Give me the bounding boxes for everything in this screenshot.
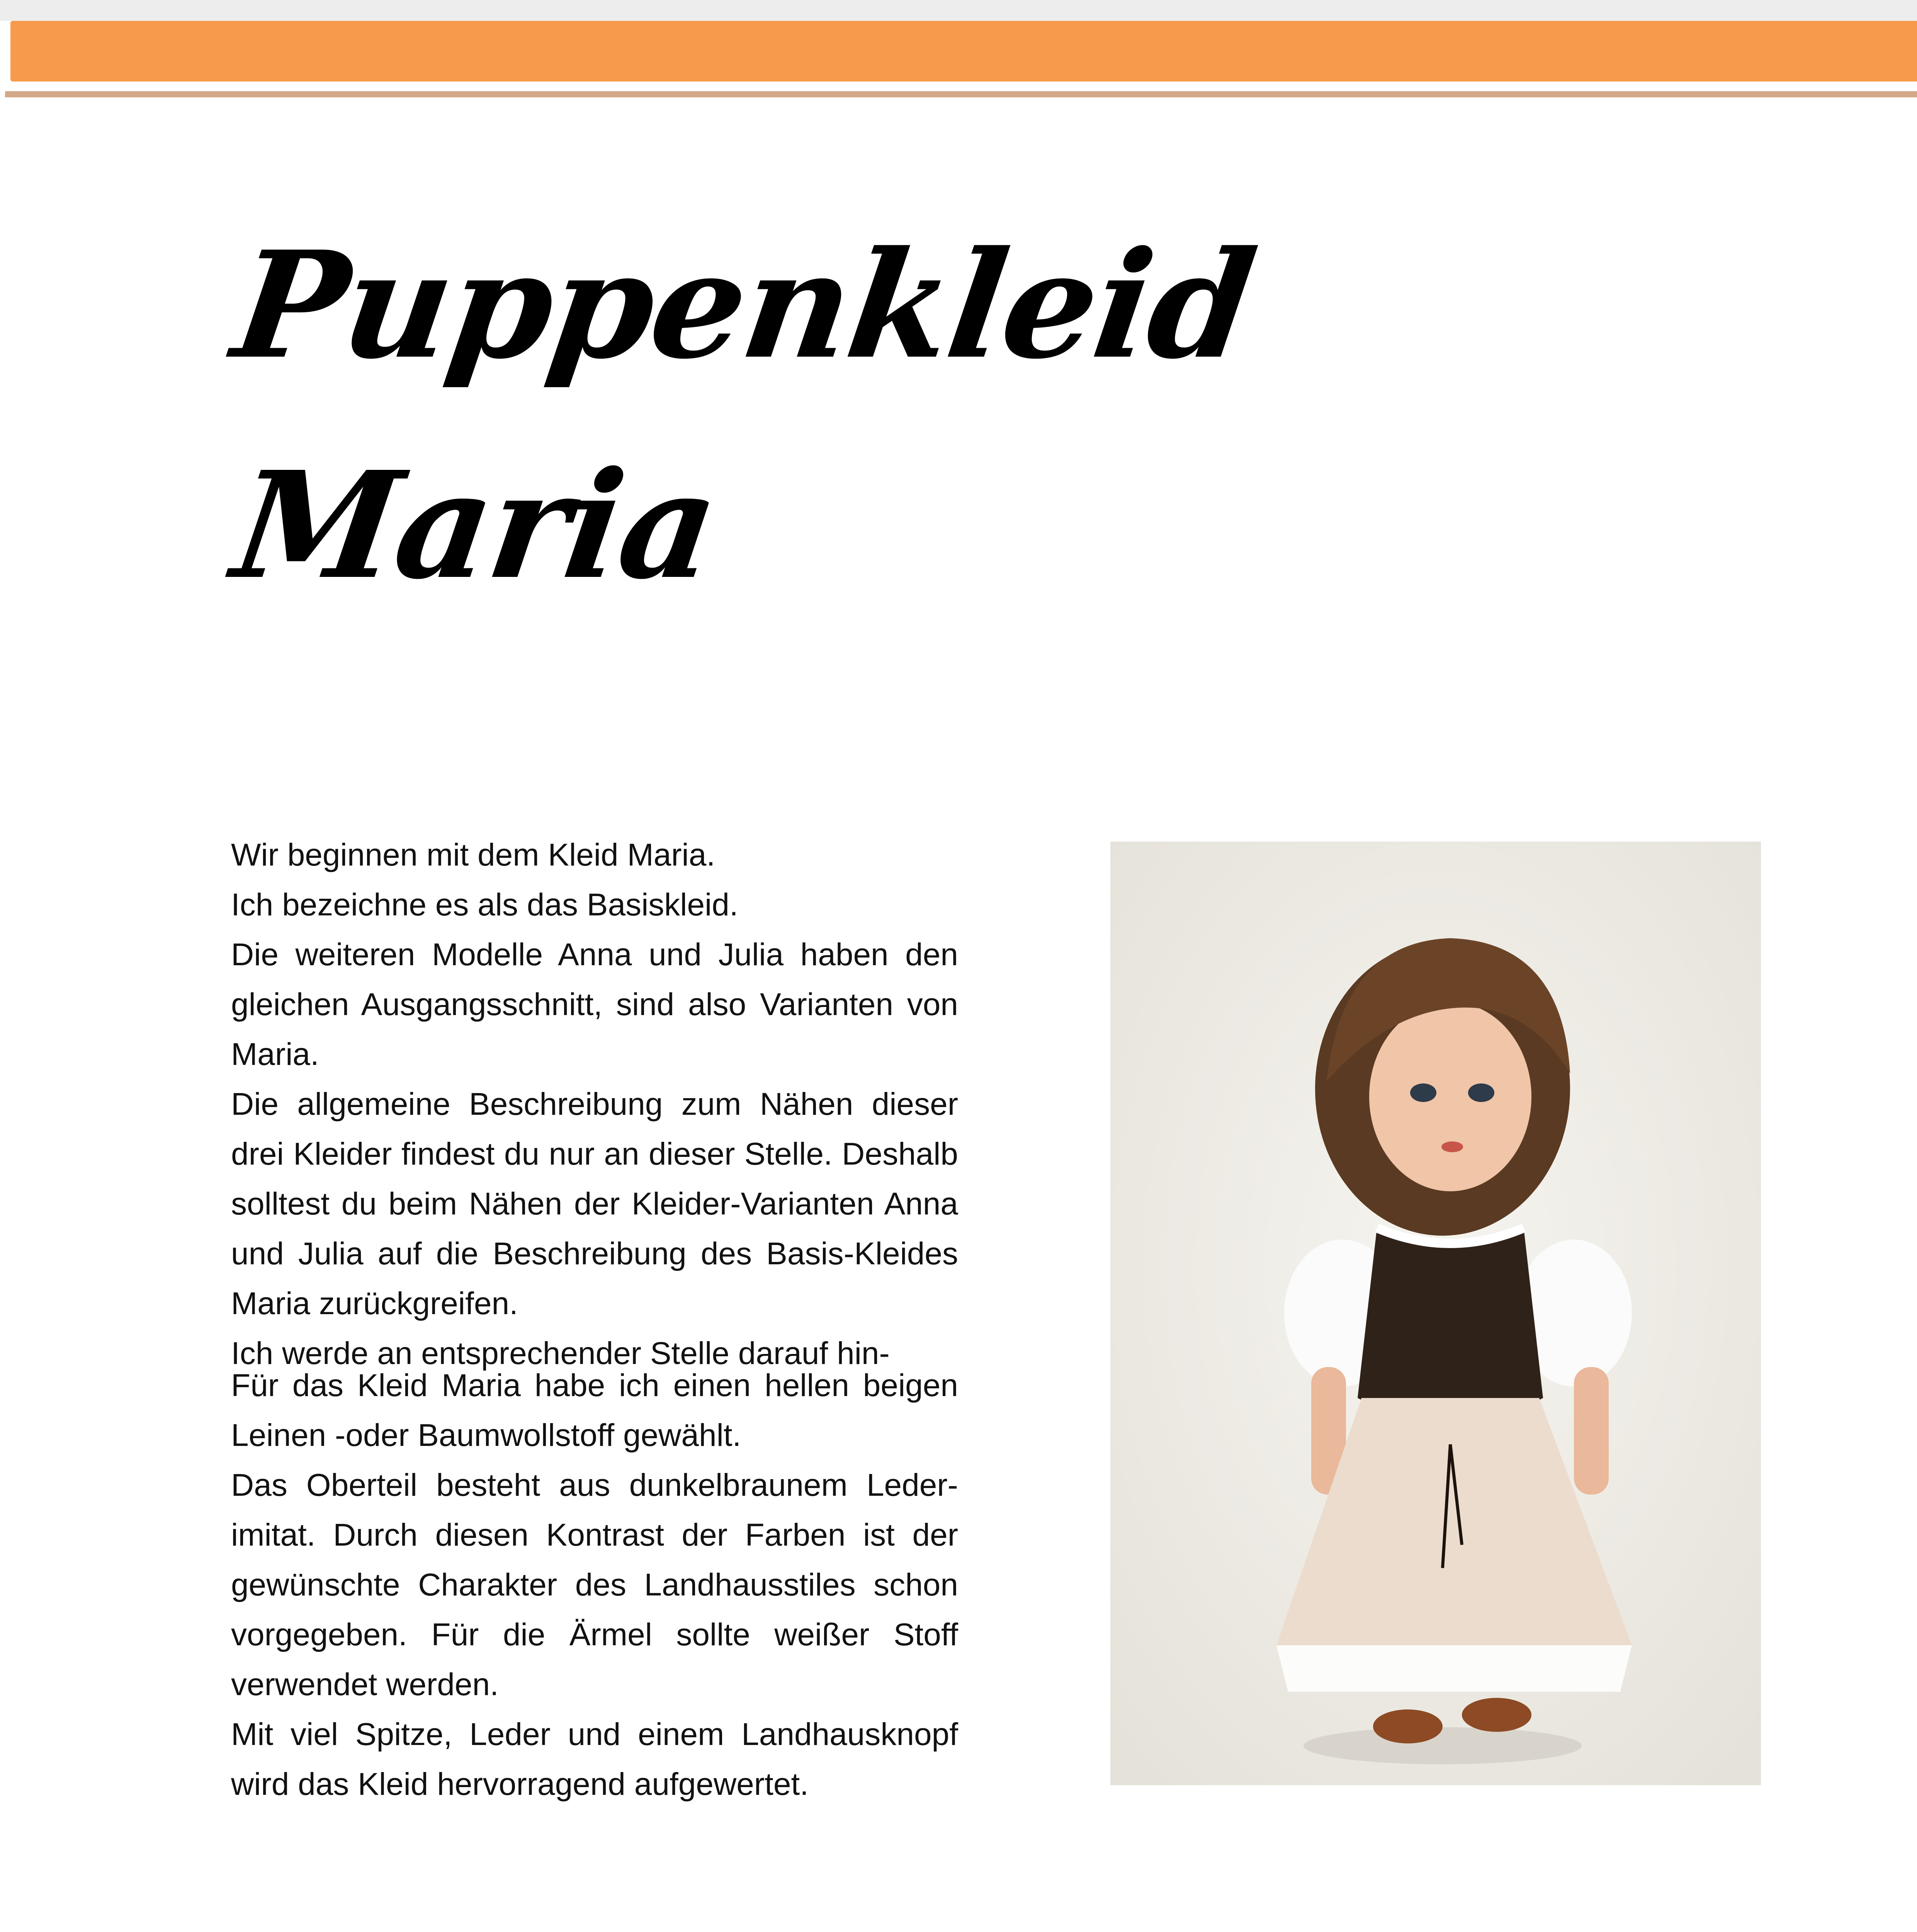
header-rule bbox=[5, 91, 1917, 97]
paragraph-clipped: Ich werde an entsprechender Stelle darauf hin- bbox=[231, 1336, 890, 1371]
paragraph: Mit viel Spitze, Leder und einem Landhausknopf wird das Kleid hervorragend aufgewertet. bbox=[231, 1717, 958, 1802]
body-text bbox=[231, 830, 958, 1809]
paragraph: Wir beginnen mit dem Kleid Maria. bbox=[231, 837, 715, 872]
paragraph: Die allgemeine Beschreibung zum Nähen dieser drei Kleider findest du nur an dieser Stelle. Deshalb solltest du beim Nähen der Kleider-Varianten Anna und Julia auf die Beschreibung des Basis-Kleides Maria zurückgreifen. bbox=[231, 1087, 958, 1321]
document-title-line-1: Puppenkleid bbox=[224, 219, 1264, 391]
paragraph: Für das Kleid Maria habe ich einen hellen beigen Leinen -oder Baumwollstoff gewählt. bbox=[231, 1368, 958, 1453]
document-title-line-2: Maria bbox=[224, 439, 727, 612]
paragraph: Ich bezeichne es als das Basiskleid. bbox=[231, 887, 738, 922]
paragraph: Das Oberteil besteht aus dunkelbraunem Leder-imitat. Durch diesen Kontrast der Farben ist der gewünschte Charakter des Landhausstiles schon vorgegeben. Für die Ärmel sollte weißer Stoff verwendet werden. bbox=[231, 1468, 958, 1702]
doll-photo bbox=[1110, 842, 1761, 1785]
header-band bbox=[10, 21, 1917, 82]
header-shadow bbox=[0, 0, 1917, 21]
paragraph: Die weiteren Modelle Anna und Julia haben den gleichen Ausgangsschnitt, sind also Varianten von Maria. bbox=[231, 937, 958, 1072]
